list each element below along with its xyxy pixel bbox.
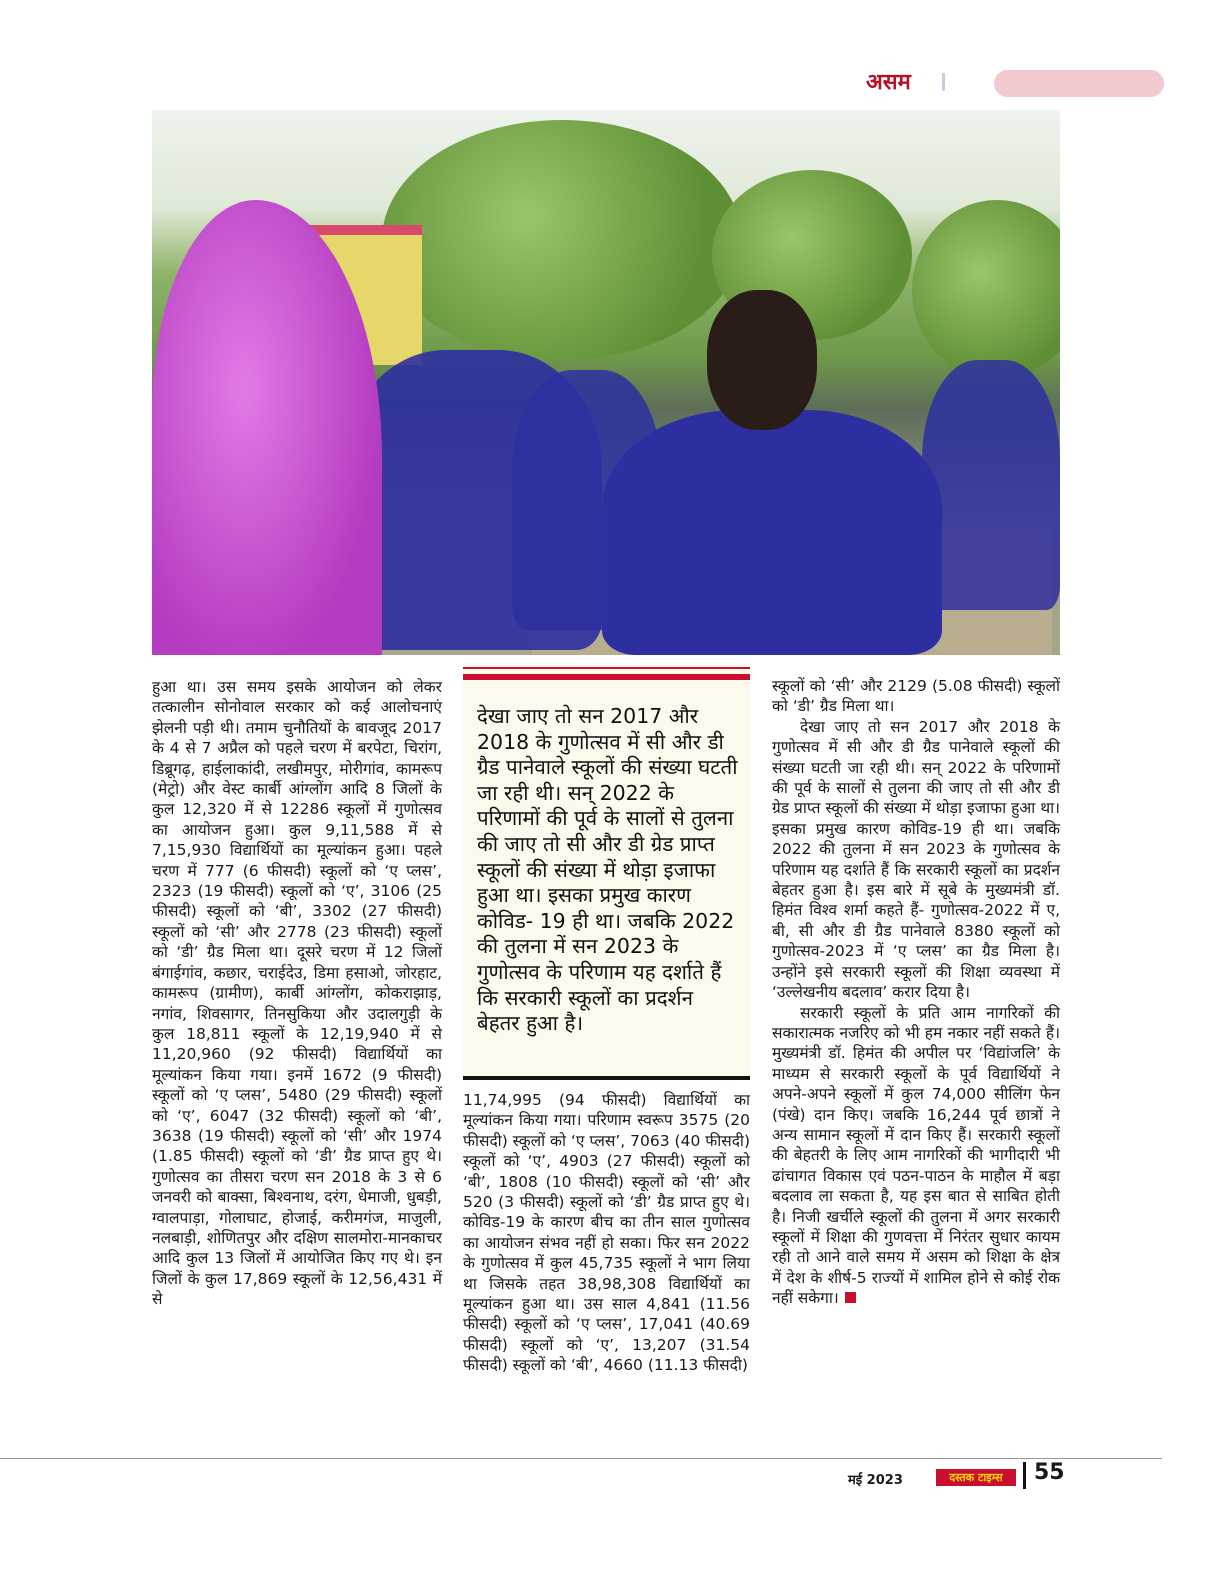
article-paragraph: 11,74,995 (94 फीसदी) विद्यार्थियों का मूल्यांकन किया गया। परिणाम स्वरूप 3575 (20 फीसदी) स्कूलों को ‘ए प्लस’, 7063 (40 फीसदी) स्कूलों को ‘ए’, 4903 (27 फीसदी) स्कूलों को ‘बी’, 1808 (10 फीसदी) स्कूलों को ‘सी’ और 520 (3 फीसदी) स्कूलों को ‘डी’ ग्रैड प्राप्त हुए थे। कोविड-19 के कारण बीच का तीन साल गुणोत्सव का आयोजन संभव नहीं हो सका। फिर सन 2022 के गुणोत्सव में कुल 45,735 स्कूलों ने भाग लिया था जिसके तहत 38,98,308 विद्यार्थियों का मूल्यांकन हुआ था। उस साल 4,841 (11.56 फीसदी) स्कूलों को ‘ए प्लस’, 17,041 (40.69 फीसदी) स्कूलों को ‘ए’, 13,207 (31.54 फीसदी) स्कूलों को ‘बी’, 4660 (11.13 फीसदी) bbox=[463, 1091, 750, 1375]
issue-month: मई 2023 bbox=[848, 1473, 903, 1488]
pull-quote-box bbox=[463, 664, 750, 1080]
article-paragraph: देखा जाए तो सन 2017 और 2018 के गुणोत्सव में सी और डी ग्रैड पानेवाले स्कूलों की संख्या घटती जा रही थी। सन् 2022 के परिणामों की पूर्व के सालों से तुलना की जाए तो सी और डी ग्रेड प्राप्त स्कूलों की संख्या में थोड़ा इजाफा हुआ था। इसका प्रमुख कारण कोविड-19 ही था। जबकि 2022 की तुलना में सन 2023 के गुणोत्सव के परिणाम यह दर्शाते हैं कि सरकारी स्कूलों का प्रदर्शन बेहतर हुआ है। इस बारे में सूबे के मुख्यमंत्री डॉ. हिमंत विश्व शर्मा कहते हैं- गुणोत्सव-2022 में ए, बी, सी और डी ग्रैड पानेवाले 8380 स्कूलों को गुणोत्सव-2023 में ‘ए प्लस’ का ग्रैड मिला है। उन्होंने इसे सरकारी स्कूलों की शिक्षा व्यवस्था में ‘उल्लेखनीय बदलाव’ करार दिया है। bbox=[772, 717, 1060, 1002]
article-paragraph-text: सरकारी स्कूलों के प्रति आम नागरिकों की सकारात्मक नजरिए को भी हम नकार नहीं सकते हैं। मुख्यमंत्री डॉ. हिमंत की अपील पर ‘विद्यांजलि’ के माध्यम से सरकारी स्कूलों के पूर्व विद्यार्थियों ने अपने-अपने स्कूलों में कुल 74,000 सीलिंग फेन (पंखे) दान किए। जबकि 16,244 पूर्व छात्रों ने अन्य सामान स्कूलों में दान किए हैं। सरकारी स्कूलों की बेहतरी के लिए आम नागरिकों की भागीदारी भी ढांचागत विकास एवं पठन-पाठन के माहौल में बड़ा बदलाव ला सकता है, यह इस बात से साबित होती है। निजी खर्चीले स्कूलों की तुलना में अगर सरकारी स्कूलों में शिक्षा की गुणवत्ता में निरंतर सुधार कायम रही तो आने वाले समय में असम को शिक्षा के क्षेत्र में देश के शीर्ष-5 राज्यों में शामिल होने से कोई रोक नहीं सकेगा। bbox=[772, 1003, 1060, 1308]
student-row-image bbox=[922, 360, 1060, 610]
tree-image-element bbox=[382, 120, 742, 360]
header-pill-decoration bbox=[994, 70, 1164, 97]
quote-bottom-rule bbox=[463, 1076, 750, 1080]
page-number-divider bbox=[1023, 1462, 1026, 1489]
quote-rule-thick bbox=[463, 674, 750, 680]
article-paragraph: स्कूलों को ‘सी’ और 2129 (5.08 फीसदी) स्कूलों को ‘डी’ ग्रैड मिला था। bbox=[772, 677, 1060, 716]
main-student-image bbox=[602, 410, 942, 655]
article-column-1 bbox=[152, 677, 442, 1310]
article-paragraph-final bbox=[772, 1003, 1060, 1309]
header-divider bbox=[942, 73, 945, 91]
section-title: असम bbox=[866, 70, 911, 95]
magazine-logo: दस्तक टाइम्स bbox=[936, 1469, 1016, 1486]
article-column-3 bbox=[772, 676, 1060, 1309]
footer-rule bbox=[0, 1458, 1162, 1459]
article-photo-students-praying bbox=[152, 110, 1060, 655]
tree-image-element bbox=[912, 200, 1060, 380]
end-of-article-mark bbox=[845, 1292, 856, 1303]
pull-quote-text: देखा जाए तो सन 2017 और 2018 के गुणोत्सव में सी और डी ग्रैड पानेवाले स्कूलों की संख्या घटती जा रही थी। सन् 2022 के परिणामों की पूर्व के सालों से तुलना की जाए तो सी और डी ग्रेड प्राप्त स्कूलों की संख्या में थोड़ा इजाफा हुआ था। इसका प्रमुख कारण कोविड- 19 ही था। जबकि 2022 की तुलना में सन 2023 के गुणोत्सव के परिणाम यह दर्शाते हैं कि सरकारी स्कूलों का प्रदर्शन बेहतर हुआ है। bbox=[477, 704, 738, 1036]
article-paragraph: हुआ था। उस समय इसके आयोजन को लेकर तत्कालीन सोनोवाल सरकार को कई आलोचनाएं झेलनी पड़ी थी। तमाम चुनौतियों के बावजूद 2017 के 4 से 7 अप्रैल को पहले चरण में बरपेटा, चिरांग, डिब्रूगढ़, हाईलाकांदी, लखीमपुर, मोरीगांव, कामरूप (मेट्रो) और वेस्ट कार्बी आंग्लोंग आदि 8 जिलों के कुल 12,320 में से 12286 स्कूलों में गुणोत्सव का आयोजन हुआ। कुल 9,11,588 में से 7,15,930 विद्यार्थियों का मूल्यांकन हुआ। पहले चरण में 777 (6 फीसदी) स्कूलों को ‘ए प्लस’, 2323 (19 फीसदी) स्कूलों को ‘ए’, 3106 (25 फीसदी) स्कूलों को ‘बी’, 3302 (27 फीसदी) स्कूलों को ‘सी’ और 2778 (23 फीसदी) स्कूलों को ‘डी’ ग्रैड मिला था। दूसरे चरण में 12 जिलों बंगाईगांव, कछार, चराईदेउ, डिमा हसाओ, जोरहाट, कामरूप (ग्रामीण), कार्बी आंग्लोंग, कोकराझाड़, नगांव, शिवसागर, तिनसुकिया और उदालगुड़ी के कुल 18,811 स्कूलों के 12,19,940 में से 11,20,960 (92 फीसदी) विद्यार्थियों का मूल्यांकन किया गया। इनमें 1672 (9 फीसदी) स्कूलों को ‘ए प्लस’, 5480 (29 फीसदी) स्कूलों को ‘ए’, 6047 (32 फीसदी) स्कूलों को ‘बी’, 3638 (19 फीसदी) स्कूलों को ‘सी’ और 1974 (1.85 फीसदी) स्कूलों को ‘डी’ ग्रैड प्राप्त हुए थे। गुणोत्सव का तीसरा चरण सन 2018 के 3 से 6 जनवरी को बाक्सा, बिश्वनाथ, दरंग, धेमाजी, धुबड़ी, ग्वालपाड़ा, गोलाघाट, होजाई, करीमगंज, माजुली, नलबाड़ी, शोणितपुर और दक्षिण सालमोरा-मानकाचर आदि कुल 13 जिलों में आयोजित किए गए थे। इन जिलों के कुल 17,869 स्कूलों के 12,56,431 में से bbox=[152, 678, 442, 1309]
quote-rule-thin bbox=[463, 667, 750, 669]
student-head-image bbox=[707, 290, 817, 430]
page-number: 55 bbox=[1034, 1460, 1065, 1485]
article-column-2 bbox=[463, 1090, 750, 1376]
